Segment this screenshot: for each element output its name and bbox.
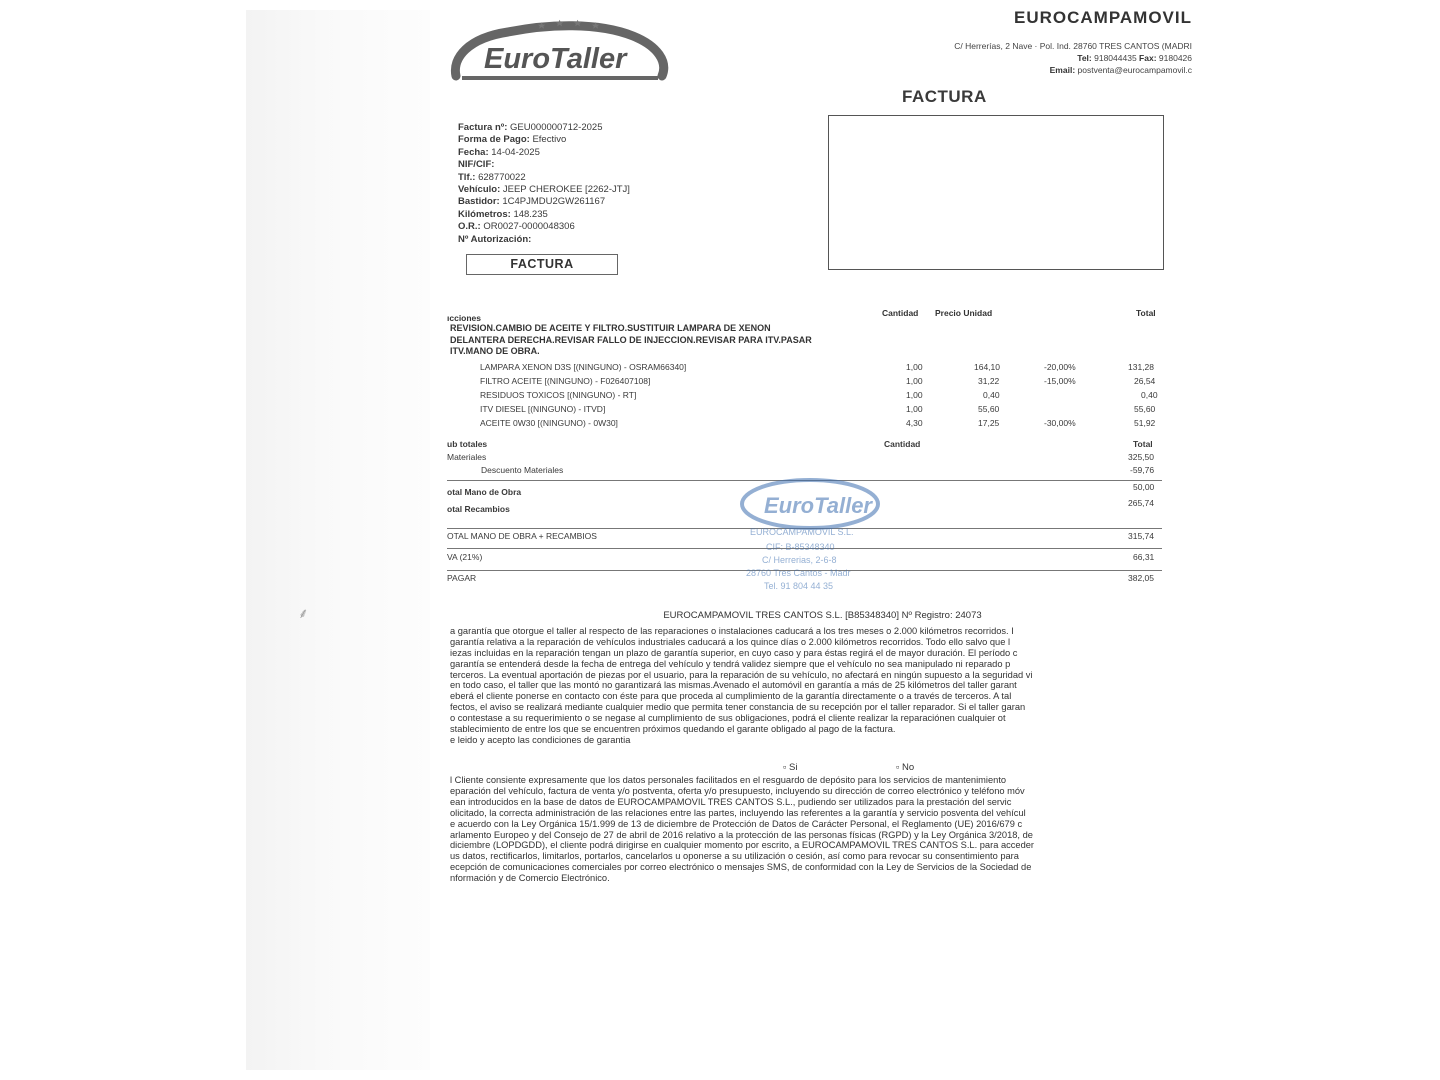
terms-line: stablecimiento de entre los que se encuentren próximos quedando el garante obligado al pago de la factura.	[450, 724, 896, 735]
terms-line: garantía relativa a la reparación de vehículos industriales caducará a los quince días o 2.000 kilómetros recorridos. Todo ello salvo que l	[450, 636, 1011, 647]
meta-row-autorizacion: Nº Autorización:	[458, 233, 532, 245]
meta-row-vehiculo: Vehículo: JEEP CHEROKEE [2262-JTJ]	[458, 184, 630, 196]
option-si[interactable]: ▫ Si	[783, 762, 798, 773]
subtotals-label: ub totales	[447, 439, 488, 449]
privacy-terms	[450, 775, 1195, 884]
scan-margin-shadow	[246, 10, 431, 1070]
terms-line: terceros. La eventual aportación de piezas por el usuario, para la reparación de su vehículo, no afectará en ningún supuesto a la seguridad vi	[450, 669, 1033, 680]
invoice-meta	[458, 122, 630, 246]
line-price: 164,10	[974, 362, 1000, 372]
privacy-line: olicitado, la correcta administración de las relaciones entre las partes, incluyendo las referentes a la garantía y servicio posventa del vehícul	[450, 807, 1026, 818]
terms-line: fectos, el aviso se realizará mediante cualquier medio que permita tener constancia de su recepción por el taller reparador. Si el taller garan	[450, 702, 1026, 713]
company-address: C/ Herrerías, 2 Nave · Pol. Ind. 28760 TRES CANTOS (MADRI	[954, 41, 1192, 51]
table-row	[480, 404, 1170, 418]
line-price: 31,22	[978, 376, 1000, 386]
descuento-value: -59,76	[1130, 465, 1155, 475]
section-acciones: ıcciones	[447, 313, 482, 323]
line-desc: ACEITE 0W30 [(NINGUNO) - 0W30]	[480, 418, 618, 428]
line-total: 51,92	[1134, 418, 1156, 428]
svg-text:EUROCAMPAMOVIL S.L.: EUROCAMPAMOVIL S.L.	[750, 527, 854, 537]
descuento-label: Descuento Materiales	[481, 465, 564, 475]
total-mo-rec-label: OTAL MANO DE OBRA + RECAMBIOS	[447, 531, 597, 541]
svg-text:28760 Tres Cantos - Madr: 28760 Tres Cantos - Madr	[746, 568, 851, 578]
mano-obra-value: 50,00	[1133, 482, 1155, 492]
meta-row-fecha: Fecha: 14-04-2025	[458, 146, 540, 158]
line-total: 26,54	[1134, 376, 1156, 386]
total-mo-rec-value: 315,74	[1128, 531, 1154, 541]
table-row	[480, 418, 1170, 432]
line-qty: 4,30	[906, 418, 923, 428]
company-email: Email: postventa@eurocampamovil.c	[1049, 65, 1192, 75]
privacy-line: eparación del vehículo, factura de venta y/o postventa, oferta y/o presupuesto, incluyendo su dirección de correo electrónico y teléfono móv	[450, 785, 1025, 796]
privacy-line: nformación y de Comercio Electrónico.	[450, 873, 610, 884]
col-header-total: Total	[1136, 308, 1156, 318]
privacy-line: l Cliente consiente expresamente que los datos personales facilitados en el resguardo de depósito para los servicios de mantenimiento	[450, 775, 1007, 785]
company-name: EUROCAMPAMOVIL	[1013, 8, 1192, 27]
warranty-terms	[450, 611, 1195, 746]
col-header-cantidad: Cantidad	[882, 308, 919, 318]
line-qty: 1,00	[906, 390, 923, 400]
table-row	[480, 376, 1170, 390]
line-price: 55,60	[978, 404, 1000, 414]
line-desc: RESIDUOS TOXICOS [(NINGUNO) - RT]	[480, 390, 637, 400]
mano-obra-label: otal Mano de Obra	[447, 487, 522, 497]
meta-row-kilometros: Kilómetros: 148.235	[458, 208, 548, 220]
line-qty: 1,00	[906, 404, 923, 414]
recambios-label: otal Recambios	[447, 504, 510, 514]
work-description: REVISION.CAMBIO DE ACEITE Y FILTRO.SUSTITUIR LAMPARA DE XENON DELANTERA DERECHA.REVISAR FALLO DE INJECCION.REVISAR PARA ITV.PASAR ITV.MANO DE OBRA.	[450, 323, 812, 356]
privacy-line: ecepción de comunicaciones comerciales por correo electrónico o mensajes SMS, de conformidad con la Ley de Servicios de la Sociedad de	[450, 862, 1032, 873]
terms-line: o contestase a su requerimiento o se negase al cumplimiento de sus obligaciones, podrá el cliente realizar la reparaciónen cualquier ot	[450, 713, 1006, 724]
table-row	[480, 362, 1170, 376]
line-total: 55,60	[1134, 404, 1156, 414]
line-discount: -15,00%	[1044, 376, 1076, 386]
privacy-line: ean introducidos en la base de datos de EUROCAMPAMOVIL TRES CANTOS S.L., pudiendo ser utilizados para la prestación del servic	[450, 796, 1012, 807]
line-total: 131,28	[1128, 362, 1154, 372]
subtotals-col-total: Total	[1133, 439, 1153, 449]
terms-line: a garantía que otorgue el taller al respecto de las reparaciones o instalaciones caducará a los tres meses o 2.000 kilómetros recorridos. I	[450, 625, 1014, 636]
line-total: 0,40	[1141, 390, 1158, 400]
line-price: 17,25	[978, 418, 1000, 428]
privacy-line: us datos, rectificarlos, limitarlos, portarlos, cancelarlos u oponerse a su utilización o cesión, así como para revocar su consentimiento para	[450, 851, 1019, 862]
meta-row-factura: Factura nº: GEU000000712-2025	[458, 122, 603, 133]
meta-row-or: O.R.: OR0027-0000048306	[458, 221, 575, 233]
line-discount: -20,00%	[1044, 362, 1076, 372]
meta-row-nif: NIF/CIF:	[458, 159, 495, 171]
recambios-value: 265,74	[1128, 498, 1154, 508]
document-title: FACTURA	[902, 87, 987, 106]
line-desc: ITV DIESEL [(NINGUNO) - ITVD]	[480, 404, 606, 414]
svg-text:Tel. 91 804 44 35: Tel. 91 804 44 35	[764, 581, 834, 591]
checkbox-icon: ▫	[783, 762, 787, 773]
line-desc: FILTRO ACEITE [(NINGUNO) - F026407108]	[480, 376, 651, 386]
line-desc: LAMPARA XENON D3S [(NINGUNO) - OSRAM66340]	[480, 362, 687, 372]
registry-line: EUROCAMPAMOVIL TRES CANTOS S.L. [B85348340] Nº Registro: 24073	[663, 610, 982, 621]
eurotaller-logo	[448, 18, 670, 88]
privacy-line: arlamento Europeo y del Consejo de 27 de abril de 2016 relativo a la protección de las personas físicas (RGPD) y la Ley Orgánica 3/2018, de	[450, 829, 1033, 840]
pagar-label: PAGAR	[447, 573, 477, 583]
line-qty: 1,00	[906, 362, 923, 372]
svg-text:EuroTaller: EuroTaller	[764, 493, 872, 518]
meta-row-bastidor: Bastidor: 1C4PJMDU2GW261167	[458, 196, 606, 208]
company-address-block	[830, 40, 1192, 76]
company-phones: Tel: 918044435 Fax: 9180426	[1077, 53, 1192, 63]
table-row	[480, 390, 1170, 404]
col-header-precio: Precio Unidad	[935, 308, 993, 318]
materiales-value: 325,50	[1128, 452, 1154, 462]
privacy-line: e acuerdo con la Ley Orgánica 15/1.999 de 13 de diciembre de Protección de Datos de Carácter Personal, el Reglamento (UE) 2016/679 c	[450, 818, 1023, 829]
line-discount: -30,00%	[1044, 418, 1076, 428]
privacy-line: diciembre (LOPDGDD), el cliente podrá dirigirse en cualquier momento por escrito, a EUROCAMPAMOVIL TRES CANTOS S.L. para acceder	[450, 840, 1035, 851]
terms-line: e leido y acepto las condiciones de garantia	[450, 734, 631, 745]
svg-text:CIF: B-85348340: CIF: B-85348340	[766, 542, 835, 552]
line-qty: 1,00	[906, 376, 923, 386]
scan-speck-icon: ⸙	[298, 605, 309, 621]
pagar-value: 382,05	[1128, 573, 1154, 583]
svg-text:C/ Herrerias, 2-6-8: C/ Herrerias, 2-6-8	[762, 555, 837, 565]
materiales-label: Materiales	[447, 452, 487, 462]
factura-label-box: FACTURA	[466, 254, 618, 275]
meta-row-tlf: Tlf.: 628770022	[458, 171, 526, 183]
terms-line: iezas incluidas en la reparación tengan un plazo de garantía superior, en cuyo caso y para éstas regirá el de mayor duración. El período c	[450, 647, 1018, 658]
option-no[interactable]: ▫ No	[896, 762, 915, 773]
company-stamp	[738, 472, 888, 592]
svg-text:EuroTaller: EuroTaller	[484, 43, 627, 75]
subtotals-col-cantidad: Cantidad	[884, 439, 921, 449]
line-price: 0,40	[983, 390, 1000, 400]
iva-value: 66,31	[1133, 552, 1155, 562]
iva-label: VA (21%)	[447, 552, 483, 562]
terms-line: garantía se entenderá desde la fecha de entrega del vehículo y tendrá validez siempre que el vehículo no sea manipulado ni reparado p	[450, 658, 1011, 669]
meta-row-forma-pago: Forma de Pago: Efectivo	[458, 134, 567, 146]
client-address-box	[828, 115, 1164, 270]
checkbox-icon: ▫	[896, 762, 900, 773]
acceptance-options	[450, 762, 1195, 776]
terms-line: eberá el cliente ponerse en contacto con éste para que proceda al cumplimiento de la garantía directamente o a través de terceros. A tal	[450, 691, 1012, 702]
terms-line: en todo caso, el taller que las montó no garantizará las mismas.Avenado el automóvil en garantía a más de 25 kilómetros del taller garant	[450, 680, 1017, 691]
